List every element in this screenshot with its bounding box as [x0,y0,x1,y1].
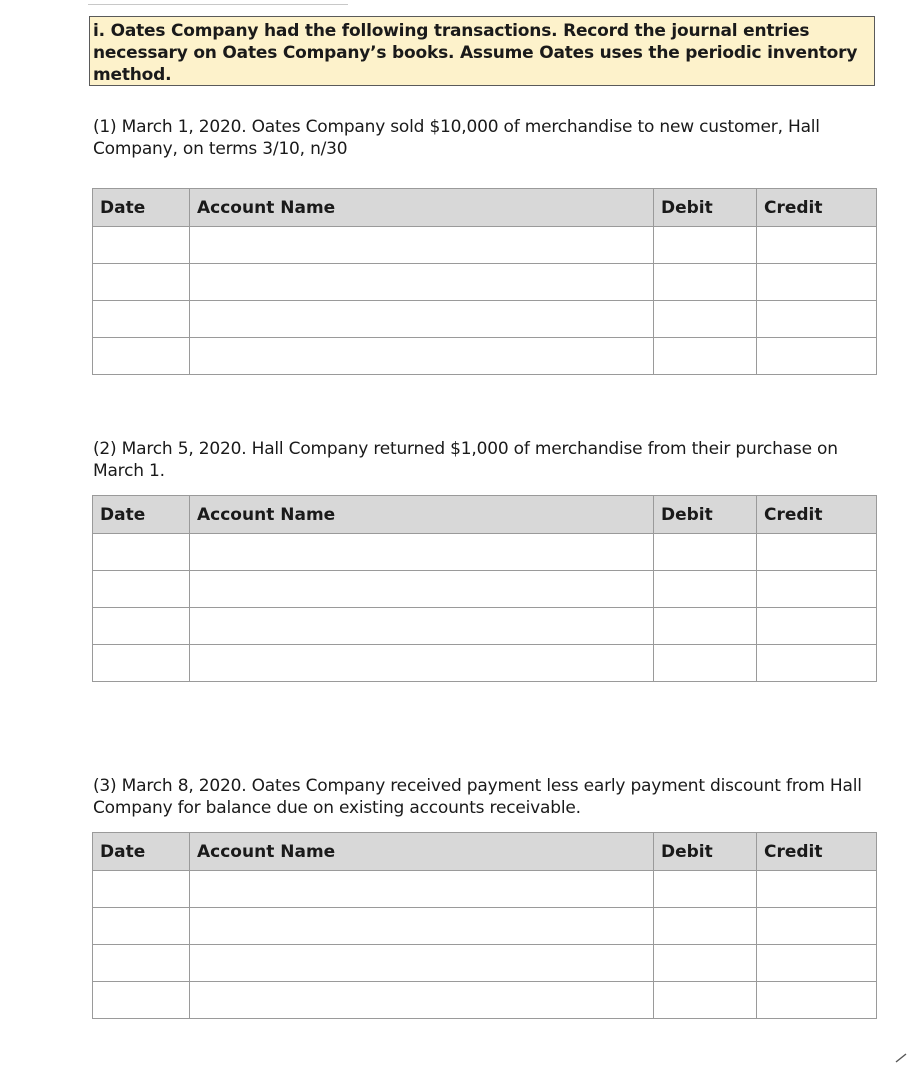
journal-table-3 [92,832,877,1019]
debit-header: Debit [654,496,757,534]
date-cell[interactable] [93,338,190,375]
account-name-cell[interactable] [190,301,654,338]
date-header: Date [93,189,190,227]
date-cell[interactable] [93,227,190,264]
account-name-cell[interactable] [190,264,654,301]
date-cell[interactable] [93,534,190,571]
instructions-box: i. Oates Company had the following transactions. Record the journal entries necessary on Oates Company’s books. Assume Oates uses the periodic inventory method. [89,16,875,86]
account-name-cell[interactable] [190,534,654,571]
debit-cell[interactable] [654,301,757,338]
page-top-edge [88,0,348,5]
journal-row [93,908,877,945]
debit-cell[interactable] [654,534,757,571]
date-cell[interactable] [93,871,190,908]
journal-table-1 [92,188,877,375]
problem-1-text: (1) March 1, 2020. Oates Company sold $10,000 of merchandise to new customer, Hall Company, on terms 3/10, n/30 [93,117,820,159]
resize-handle-icon[interactable] [894,1050,908,1064]
debit-cell[interactable] [654,608,757,645]
journal-row [93,645,877,682]
debit-cell[interactable] [654,945,757,982]
debit-header: Debit [654,189,757,227]
credit-cell[interactable] [757,301,877,338]
account-name-cell[interactable] [190,571,654,608]
credit-cell[interactable] [757,871,877,908]
journal-row [93,227,877,264]
debit-cell[interactable] [654,338,757,375]
account-name-cell[interactable] [190,871,654,908]
journal-row [93,982,877,1019]
date-cell[interactable] [93,608,190,645]
journal-header-row [93,496,877,534]
journal-row [93,301,877,338]
journal-row [93,871,877,908]
debit-cell[interactable] [654,908,757,945]
credit-cell[interactable] [757,608,877,645]
date-header: Date [93,496,190,534]
debit-cell[interactable] [654,571,757,608]
debit-cell[interactable] [654,982,757,1019]
account-name-cell[interactable] [190,945,654,982]
debit-cell[interactable] [654,645,757,682]
date-cell[interactable] [93,571,190,608]
account-name-cell[interactable] [190,645,654,682]
account-name-cell[interactable] [190,338,654,375]
credit-cell[interactable] [757,645,877,682]
credit-cell[interactable] [757,908,877,945]
credit-header: Credit [757,496,877,534]
date-cell[interactable] [93,264,190,301]
date-cell[interactable] [93,645,190,682]
journal-row [93,264,877,301]
date-cell[interactable] [93,945,190,982]
credit-cell[interactable] [757,264,877,301]
date-cell[interactable] [93,301,190,338]
date-cell[interactable] [93,908,190,945]
credit-cell[interactable] [757,982,877,1019]
journal-row [93,534,877,571]
problem-2-text: (2) March 5, 2020. Hall Company returned $1,000 of merchandise from their purchase on March 1. [93,439,838,481]
debit-cell[interactable] [654,871,757,908]
account-name-cell[interactable] [190,908,654,945]
credit-cell[interactable] [757,338,877,375]
journal-header-row [93,189,877,227]
account-name-cell[interactable] [190,608,654,645]
account-name-cell[interactable] [190,982,654,1019]
credit-header: Credit [757,833,877,871]
journal-table-2 [92,495,877,682]
account-name-header: Account Name [190,833,654,871]
journal-row [93,608,877,645]
credit-cell[interactable] [757,945,877,982]
debit-cell[interactable] [654,264,757,301]
account-name-header: Account Name [190,496,654,534]
journal-header-row [93,833,877,871]
credit-cell[interactable] [757,534,877,571]
account-name-cell[interactable] [190,227,654,264]
debit-cell[interactable] [654,227,757,264]
journal-row [93,571,877,608]
date-header: Date [93,833,190,871]
journal-row [93,338,877,375]
problem-3-text: (3) March 8, 2020. Oates Company received payment less early payment discount from Hall Company for balance due on existing accounts receivable. [93,776,862,818]
account-name-header: Account Name [190,189,654,227]
credit-cell[interactable] [757,571,877,608]
date-cell[interactable] [93,982,190,1019]
debit-header: Debit [654,833,757,871]
journal-row [93,945,877,982]
credit-header: Credit [757,189,877,227]
credit-cell[interactable] [757,227,877,264]
